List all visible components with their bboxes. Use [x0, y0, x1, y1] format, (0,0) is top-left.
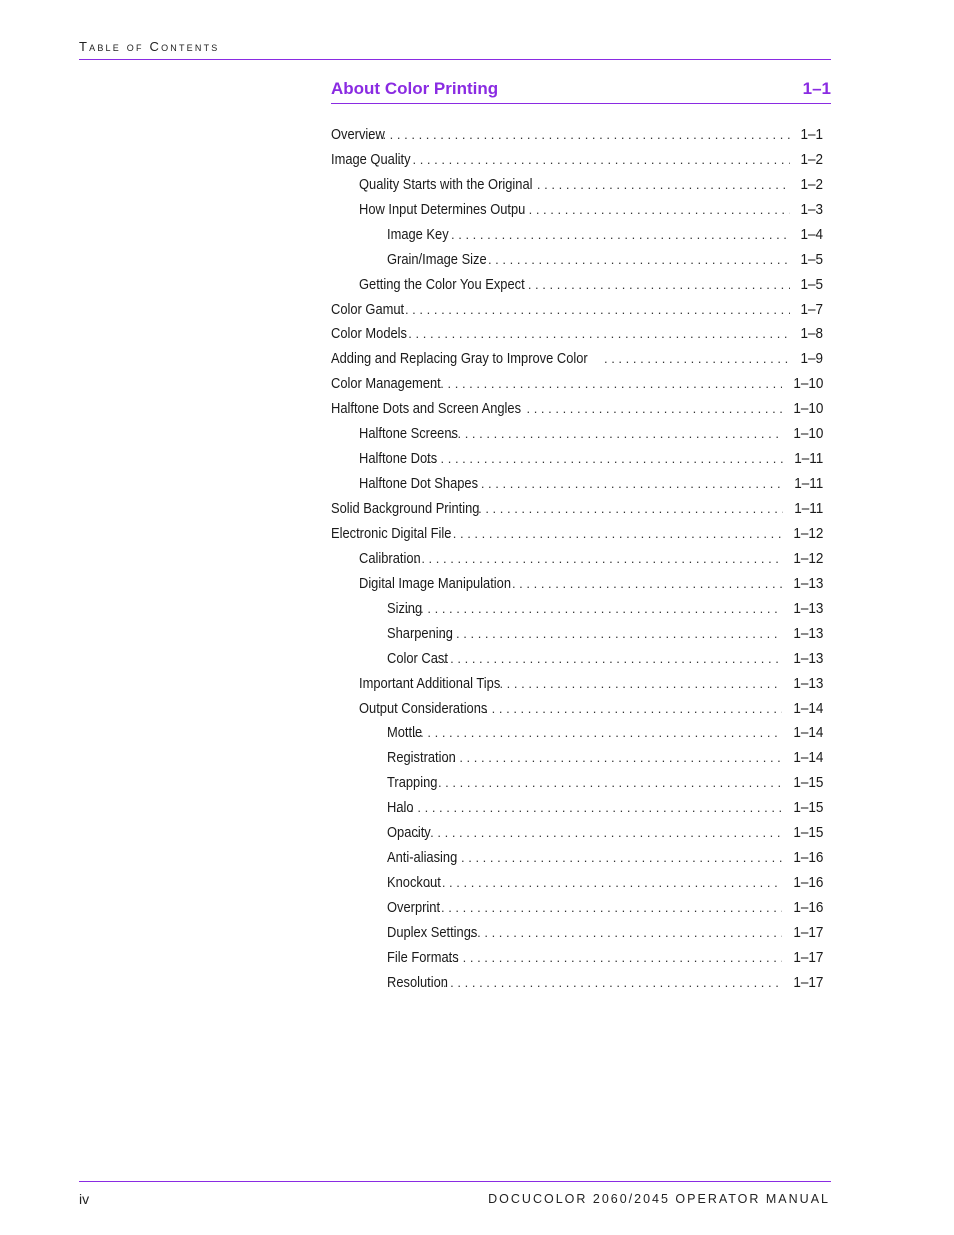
dot-leader [407, 551, 782, 566]
toc-entry-title: Sizing [387, 599, 423, 617]
toc-entry-title: How Input Determines Outpu [359, 200, 526, 218]
dot-leader [398, 152, 790, 167]
dot-leader [446, 526, 782, 541]
toc-entry[interactable] [331, 222, 823, 247]
chapter-title: About Color Printing [331, 79, 499, 98]
dot-leader [484, 701, 781, 716]
toc-entry-page: 1–12 [792, 524, 823, 542]
toc-entry[interactable] [331, 496, 823, 521]
footer-divider [79, 1181, 831, 1182]
toc-entry-title: Mottle [387, 724, 423, 742]
toc-entry[interactable] [331, 546, 823, 571]
toc-entry-page: 1–13 [792, 574, 823, 592]
dot-leader [478, 501, 783, 516]
toc-entry[interactable] [331, 396, 823, 421]
toc-entry[interactable] [331, 621, 823, 646]
toc-entry[interactable] [331, 721, 823, 746]
toc-entry[interactable] [331, 770, 823, 795]
toc-entry-page: 1–10 [792, 375, 823, 393]
dot-leader [437, 227, 790, 242]
toc-entry-title: Resolution [387, 973, 448, 991]
toc-entry-page: 1–8 [800, 325, 823, 343]
toc-entry[interactable] [331, 172, 823, 197]
page-number: iv [79, 1191, 90, 1207]
toc-entry-page: 1–5 [800, 275, 823, 293]
toc-entry-page: 1–16 [792, 899, 823, 917]
dot-leader [448, 950, 781, 965]
toc-entry-page: 1–16 [792, 849, 823, 867]
toc-entry[interactable] [331, 596, 823, 621]
dot-leader [526, 401, 781, 416]
dot-leader [447, 850, 782, 865]
toc-entry-page: 1–11 [793, 500, 823, 518]
toc-entry-title: Halftone Dots [359, 450, 438, 468]
toc-entry-page: 1–1 [800, 125, 823, 143]
dot-leader [368, 127, 790, 142]
toc-entry-title: Quality Starts with the Original [359, 175, 533, 193]
dot-leader [424, 775, 782, 790]
toc-entry-title: Halftone Dots and Screen Angles [331, 400, 522, 418]
toc-entry-page: 1–5 [800, 250, 823, 268]
toc-entry[interactable] [331, 845, 823, 870]
dot-leader [537, 177, 790, 192]
toc-entry-title: Adding and Replacing Gray to Improve Color [331, 350, 588, 368]
toc-entry-title: File Formats [387, 948, 459, 966]
toc-entry-page: 1–15 [792, 774, 823, 792]
dot-leader [470, 925, 782, 940]
toc-entry[interactable] [331, 671, 823, 696]
toc-entry-title: Digital Image Manipulation [359, 574, 512, 592]
toc-entry-title: Color Management [331, 375, 441, 393]
toc-entry[interactable] [331, 371, 823, 396]
toc-entry-title: Overview [331, 125, 385, 143]
toc-entry-title: Overprint [387, 899, 441, 917]
dot-leader [512, 576, 782, 591]
toc-entry-page: 1–3 [800, 200, 823, 218]
toc-entry-title: Halftone Dot Shapes [359, 475, 479, 493]
dot-leader [528, 277, 790, 292]
dot-leader [442, 626, 782, 641]
dot-leader [481, 252, 790, 267]
toc-entry-title: Electronic Digital File [331, 524, 452, 542]
toc-entry-title: Halftone Screens [359, 425, 458, 443]
toc-entry-title: Knockout [387, 874, 441, 892]
dot-leader [433, 376, 782, 391]
toc-entry-page: 1–7 [800, 300, 823, 318]
chapter-heading[interactable] [331, 79, 831, 104]
toc-entry-title: Anti-aliasing [387, 849, 458, 867]
running-header: Table of Contents [79, 39, 220, 54]
toc-entry[interactable] [331, 247, 823, 272]
toc-entry[interactable] [331, 297, 823, 322]
dot-leader [406, 725, 782, 740]
toc-entry[interactable] [331, 895, 823, 920]
toc-entry-page: 1–14 [792, 724, 823, 742]
toc-entry-page: 1–15 [792, 799, 823, 817]
toc-entry[interactable] [331, 696, 823, 721]
chapter-page: 1–1 [802, 79, 831, 98]
toc-entry[interactable] [331, 471, 823, 496]
toc-entry-title: Image Key [387, 225, 449, 243]
toc-entry-page: 1–17 [792, 923, 823, 941]
dot-leader [394, 326, 790, 341]
dot-leader [604, 351, 790, 366]
toc-entry-title: Color Models [331, 325, 408, 343]
toc-list [331, 122, 823, 995]
toc-entry-page: 1–10 [792, 425, 823, 443]
toc-entry-title: Important Additional Tips [359, 674, 501, 692]
toc-entry-title: Halo [387, 799, 414, 817]
toc-entry[interactable] [331, 870, 823, 895]
toc-entry-page: 1–13 [792, 599, 823, 617]
toc-entry-page: 1–14 [792, 749, 823, 767]
toc-entry-title: Duplex Settings [387, 923, 478, 941]
toc-entry[interactable] [331, 646, 823, 671]
toc-entry[interactable] [331, 122, 823, 147]
toc-entry-title: Opacity [387, 824, 431, 842]
toc-entry-page: 1–4 [800, 225, 823, 243]
dot-leader [474, 476, 783, 491]
toc-entry[interactable] [331, 970, 823, 995]
toc-entry-page: 1–13 [792, 674, 823, 692]
toc-entry-title: Registration [387, 749, 456, 767]
dot-leader [427, 900, 782, 915]
toc-entry-title: Output Considerations [359, 699, 488, 717]
dot-leader [406, 601, 782, 616]
toc-entry[interactable] [331, 571, 823, 596]
toc-entry[interactable] [331, 346, 823, 371]
toc-entry[interactable] [331, 421, 823, 446]
toc-entry-page: 1–12 [792, 549, 823, 567]
toc-entry-page: 1–13 [792, 649, 823, 667]
toc-entry-page: 1–17 [792, 948, 823, 966]
toc-entry-title: Trapping [387, 774, 438, 792]
dot-leader [416, 825, 782, 840]
dot-leader [427, 875, 781, 890]
toc-entry-page: 1–13 [792, 624, 823, 642]
toc-entry[interactable] [331, 197, 823, 222]
toc-entry-page: 1–15 [792, 824, 823, 842]
toc-entry-page: 1–16 [792, 874, 823, 892]
dot-leader [499, 676, 781, 691]
toc-entry[interactable] [331, 920, 823, 945]
toc-entry-page: 1–11 [793, 450, 823, 468]
header-divider [79, 59, 831, 60]
toc-entry[interactable] [331, 820, 823, 845]
toc-entry-page: 1–17 [792, 973, 823, 991]
dot-leader [391, 302, 790, 317]
dot-leader [396, 800, 782, 815]
toc-entry-title: Image Quality [331, 150, 411, 168]
toc-entry[interactable] [331, 272, 823, 297]
toc-entry-title: Getting the Color You Expect [359, 275, 525, 293]
toc-entry-page: 1–2 [800, 175, 823, 193]
toc-entry-title: Color Cast [387, 649, 448, 667]
toc-entry-page: 1–11 [793, 475, 823, 493]
toc-entry[interactable] [331, 147, 823, 172]
toc-entry-title: Color Gamut [331, 300, 405, 318]
toc-entry[interactable] [331, 945, 823, 970]
dot-leader [445, 750, 782, 765]
toc-entry[interactable] [331, 446, 823, 471]
toc-entry-page: 1–2 [800, 150, 823, 168]
toc-entry-page: 1–14 [792, 699, 823, 717]
footer-manual-title: DOCUCOLOR 2060/2045 OPERATOR MANUAL [488, 1192, 830, 1206]
toc-entry-title: Calibration [359, 549, 421, 567]
toc-entry[interactable] [331, 745, 823, 770]
toc-entry[interactable] [331, 795, 823, 820]
dot-leader [450, 426, 781, 441]
toc-entry-page: 1–10 [792, 400, 823, 418]
dot-leader [529, 202, 790, 217]
toc-entry[interactable] [331, 521, 823, 546]
toc-entry-title: Grain/Image Size [387, 250, 487, 268]
toc-entry-title: Solid Background Printing [331, 500, 480, 518]
toc-entry[interactable] [331, 322, 823, 347]
toc-entry-title: Sharpening [387, 624, 453, 642]
dot-leader [436, 975, 782, 990]
dot-leader [436, 651, 782, 666]
dot-leader [426, 451, 783, 466]
toc-entry-page: 1–9 [800, 350, 823, 368]
